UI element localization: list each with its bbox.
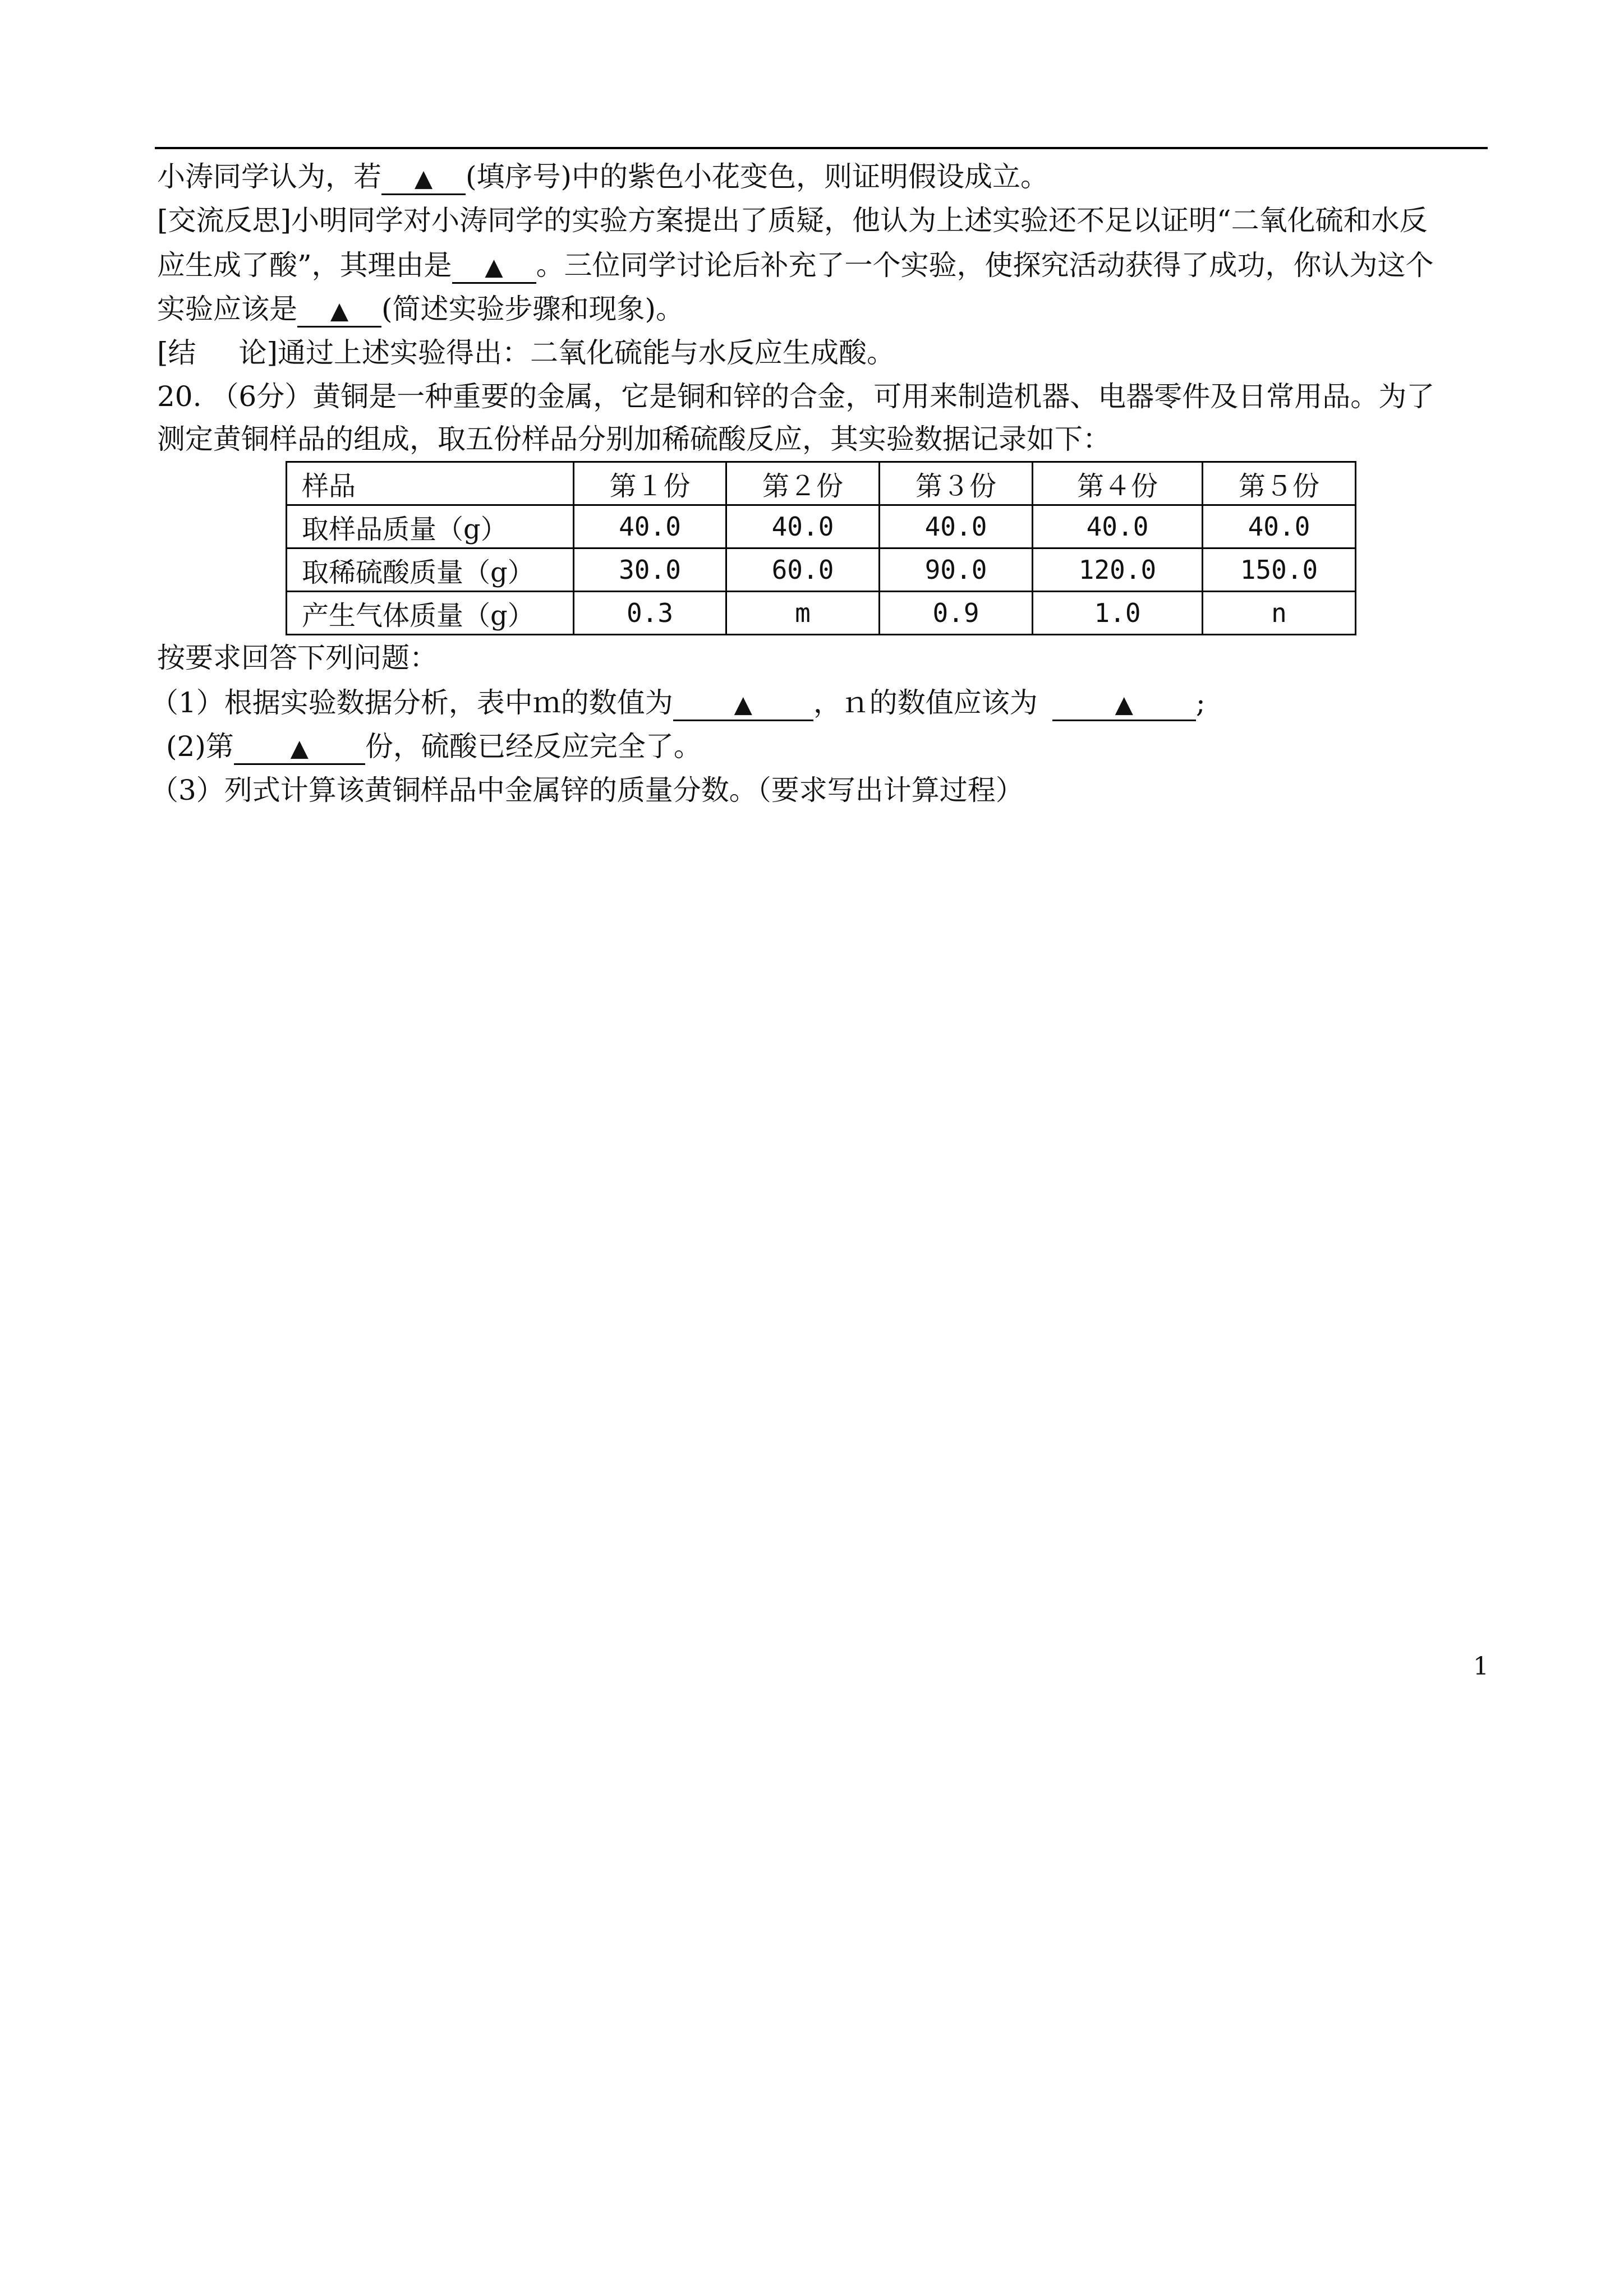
page-number: 1 (1473, 1652, 1489, 1681)
answer-blank[interactable] (234, 731, 365, 765)
table-header-cell: 第３份 (880, 462, 1033, 505)
answer-blank[interactable] (297, 294, 381, 328)
table-cell: 40.0 (1203, 505, 1356, 548)
text: ，ｎ的数值应该为 (813, 686, 1038, 719)
table-cell: m (726, 592, 880, 635)
data-table (286, 461, 1356, 635)
text: 小涛同学认为，若 (157, 160, 381, 193)
paragraph-reflection-line3 (157, 292, 684, 328)
triangle-marker-icon: ▲ (414, 164, 433, 192)
text: 测定黄铜样品的组成，取五份样品分别加稀硫酸反应，其实验数据记录如下： (157, 423, 1111, 455)
text: 按要求回答下列问题： (157, 642, 438, 674)
text: (简述实验步骤和现象)。 (381, 293, 684, 325)
question-20-line1 (157, 379, 1434, 414)
table-header-cell: 第４份 (1033, 462, 1203, 505)
paragraph-reflection-line1 (157, 203, 1428, 238)
table-row (287, 505, 1356, 548)
triangle-marker-icon: ▲ (1115, 690, 1133, 718)
table-cell: 40.0 (726, 505, 880, 548)
table-row (287, 592, 1356, 635)
triangle-marker-icon: ▲ (485, 253, 503, 280)
answer-blank[interactable] (381, 162, 466, 195)
table-cell: 90.0 (880, 548, 1033, 592)
row-label: 产生气体质量（g） (287, 592, 574, 635)
header-rule (155, 147, 1488, 149)
row-label: 取稀硫酸质量（g） (287, 548, 574, 592)
triangle-marker-icon: ▲ (734, 690, 752, 718)
text: 应生成了酸”，其理由是 (157, 249, 452, 282)
table-cell: 60.0 (726, 548, 880, 592)
table-cell: 0.9 (880, 592, 1033, 635)
table-cell: 40.0 (1033, 505, 1203, 548)
row-label: 取样品质量（g） (287, 505, 574, 548)
table-header-cell: 第２份 (726, 462, 880, 505)
triangle-marker-icon: ▲ (290, 734, 309, 762)
table-cell: 150.0 (1203, 548, 1356, 592)
text: （1）根据实验数据分析，表中ｍ的数值为 (150, 686, 673, 719)
table-cell: 40.0 (880, 505, 1033, 548)
text: (填序号)中的紫色小花变色，则证明假设成立。 (466, 160, 1049, 193)
table-header-cell: 第１份 (574, 462, 726, 505)
paragraph-hypothesis (157, 159, 1048, 195)
question-20-line2 (157, 422, 1111, 457)
text: 实验应该是 (157, 293, 297, 325)
text: 20. （6分）黄铜是一种重要的金属，它是铜和锌的合金，可用来制造机器、电器零件及日常用品。为了 (157, 380, 1435, 413)
answer-blank-n[interactable] (1052, 688, 1196, 721)
text: [结 (157, 336, 196, 369)
answer-instructions (157, 640, 438, 675)
table-header-row (287, 462, 1356, 505)
table-header-cell: 第５份 (1203, 462, 1356, 505)
table-cell: 0.3 (574, 592, 726, 635)
table-cell: 120.0 (1033, 548, 1203, 592)
text: 。三位同学讨论后补充了一个实验，使探究活动获得了成功，你认为这个 (536, 249, 1434, 282)
table-row (287, 548, 1356, 592)
table-header-cell: 样品 (287, 462, 574, 505)
table-cell: 30.0 (574, 548, 726, 592)
text: (2)第 (166, 730, 234, 763)
table-cell: 1.0 (1033, 592, 1203, 635)
text: [交流反思]小明同学对小涛同学的实验方案提出了质疑，他认为上述实验还不足以证明“二氧化硫和水反 (157, 204, 1428, 237)
triangle-marker-icon: ▲ (330, 297, 349, 324)
paragraph-conclusion (157, 335, 895, 370)
sub-question-2 (166, 729, 702, 765)
text: （3）列式计算该黄铜样品中金属锌的质量分数。（要求写出计算过程） (150, 774, 1024, 806)
answer-blank[interactable] (452, 250, 536, 284)
sub-question-3 (150, 773, 1024, 808)
answer-blank-m[interactable] (673, 688, 813, 721)
sub-question-1 (150, 685, 1206, 721)
table-cell: 40.0 (574, 505, 726, 548)
text: 论]通过上述实验得出：二氧化硫能与水反应生成酸。 (238, 336, 895, 369)
text: ; (1195, 686, 1206, 719)
table-cell: n (1203, 592, 1356, 635)
paragraph-reflection-line2 (157, 248, 1434, 284)
text: 份，硫酸已经反应完全了。 (365, 730, 702, 763)
